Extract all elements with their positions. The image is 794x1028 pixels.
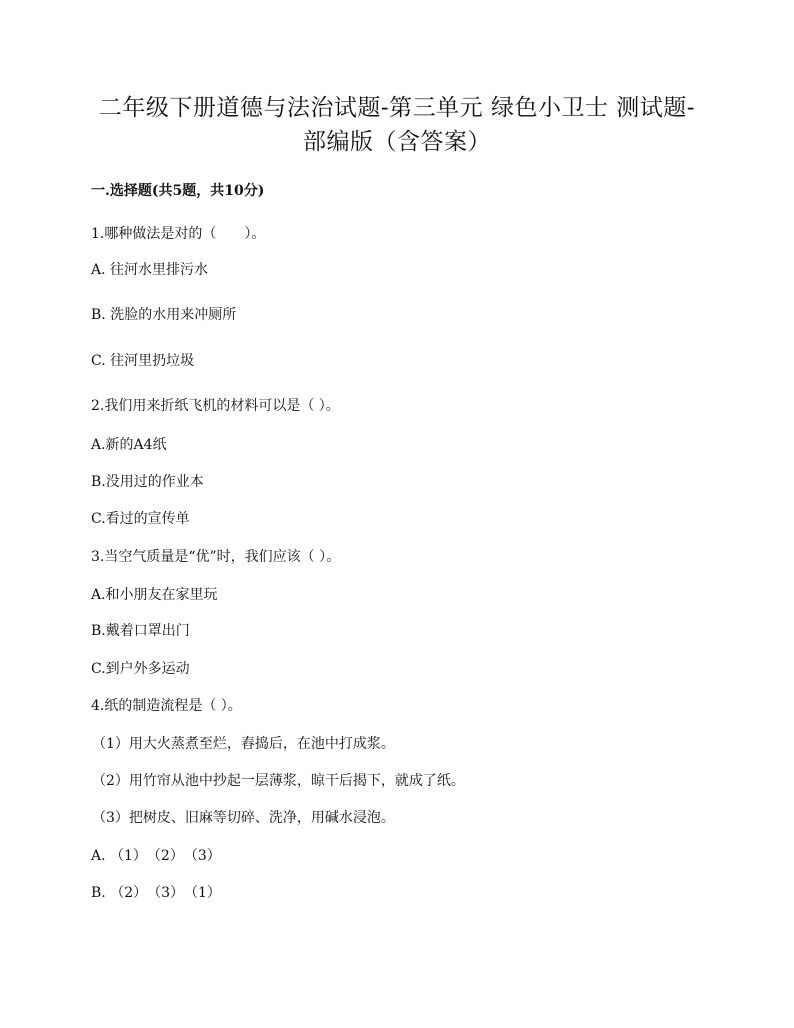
question-2-option-a: A.新的A4纸 <box>91 437 167 453</box>
question-3-option-a: A.和小朋友在家里玩 <box>91 587 218 603</box>
question-2-option-b: B.没用过的作业本 <box>91 474 204 490</box>
question-4-option-b: B. （2） （3） （1） <box>91 885 221 901</box>
question-3-option-c: C.到户外多运动 <box>91 661 190 677</box>
document-title-line-2: 部编版（含答案） <box>303 129 491 155</box>
question-4-stem: 4.纸的制造流程是（ ）。 <box>91 698 242 714</box>
question-1-option-b: B. 洗脸的水用来冲厕所 <box>91 307 237 323</box>
question-4-step-2: （2）用竹帘从池中抄起一层薄浆，晾干后揭下，就成了纸。 <box>92 773 465 789</box>
question-4-step-3: （3）把树皮、旧麻等切碎、洗净，用碱水浸泡。 <box>92 810 395 826</box>
question-4-step-1: （1）用大火蒸煮至烂，舂捣后，在池中打成浆。 <box>92 736 395 752</box>
document-title-line-1: 二年级下册道德与法治试题-第三单元 绿色小卫士 测试题- <box>98 95 696 121</box>
question-3-stem: 3.当空气质量是“优”时，我们应该（ ）。 <box>91 549 341 565</box>
question-4-option-a: A. （1） （2） （3） <box>91 848 221 864</box>
question-2-stem: 2.我们用来折纸飞机的材料可以是（ ）。 <box>91 398 340 414</box>
question-2-option-c: C.看过的宣传单 <box>91 511 190 527</box>
section-heading: 一.选择题(共5题，共10分) <box>91 183 265 199</box>
question-1-option-a: A. 往河水里排污水 <box>91 262 209 278</box>
question-3-option-b: B.戴着口罩出门 <box>91 623 190 639</box>
question-1-stem: 1.哪种做法是对的（ ）。 <box>91 226 266 242</box>
question-1-option-c: C. 往河里扔垃圾 <box>91 353 195 369</box>
